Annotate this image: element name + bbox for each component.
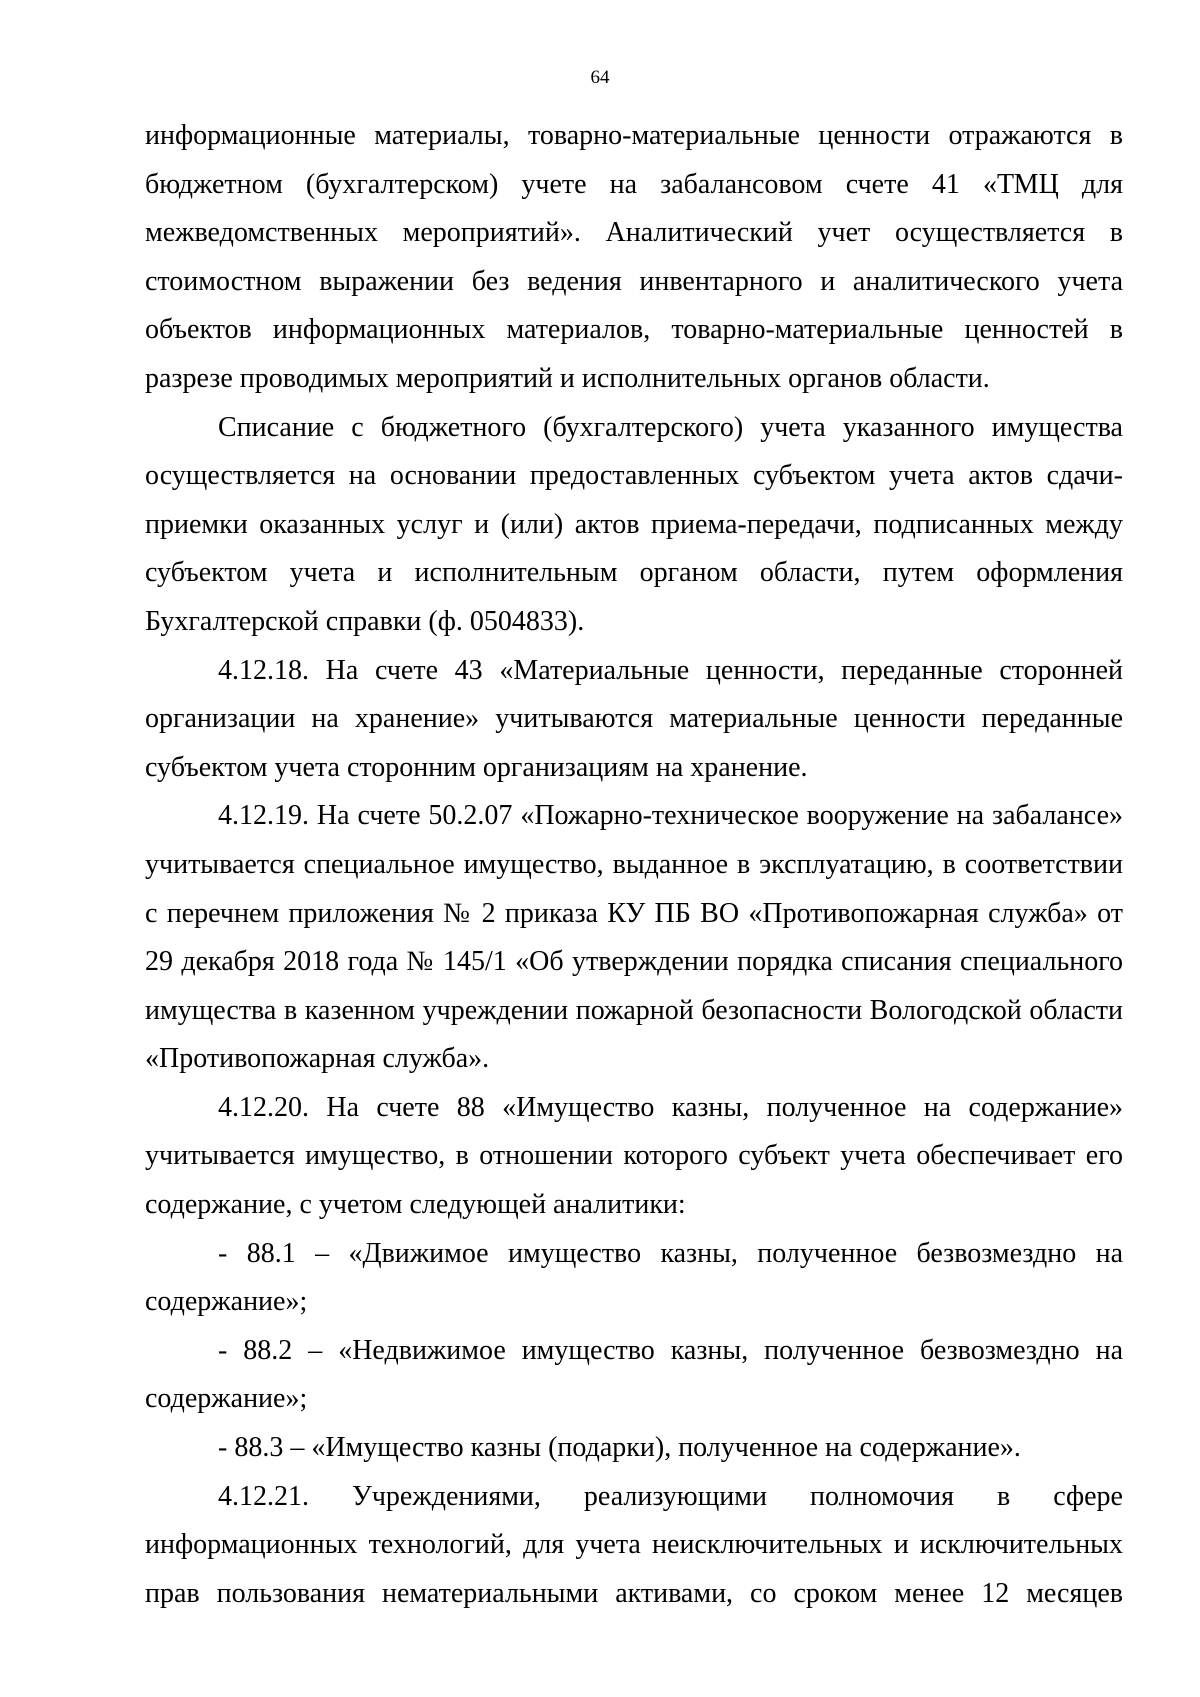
paragraph-4-12-21: 4.12.21. Учреждениями, реализующими полномочия в сфере информационных технологий, для учета неисключительных и исключительных прав пользования нематериальными активами, со сроком менее 12 месяцев	[145, 1480, 1123, 1609]
paragraph-continuation: информационные материалы, товарно-материальные ценности отражаются в бюджетном (бухгалтерском) учете на забалансовом счете 41 «ТМЦ для межведомственных мероприятий». Аналитический учет осуществляется в стоимостном выражении без ведения инвентарного и аналитического учета объектов информационных материалов, товарно-материальные ценностей в разрезе проводимых мероприятий и исполнительных органов области.	[145, 120, 1123, 394]
document-body	[145, 112, 1123, 1618]
paragraph-4-12-19: 4.12.19. На счете 50.2.07 «Пожарно-техническое вооружение на забалансе» учитывается специальное имущество, выданное в эксплуатацию, в соответствии с перечнем приложения № 2 приказа КУ ПБ ВО «Противопожарная служба» от 29 декабря 2018 года № 145/1 «Об утверждении порядка списания специального имущества в казенном учреждении пожарной безопасности Вологодской области «Противопожарная служба».	[145, 800, 1123, 1075]
page-number: 64	[590, 67, 610, 88]
list-item-88-3: - 88.3 – «Имущество казны (подарки), полученное на содержание».	[218, 1432, 1021, 1464]
paragraph-4-12-20: 4.12.20. На счете 88 «Имущество казны, полученное на содержание» учитывается имущество, в отношении которого субъект учета обеспечивает его содержание, с учетом следующей аналитики:	[145, 1091, 1123, 1221]
paragraph-4-12-18: 4.12.18. На счете 43 «Материальные ценности, переданные сторонней организации на хранение» учитываются материальные ценности переданные субъектом учета сторонним организациям на хранение.	[145, 654, 1123, 783]
list-item-88-1: - 88.1 – «Движимое имущество казны, полученное безвозмездно на содержание»;	[145, 1237, 1123, 1318]
list-item-88-2: - 88.2 – «Недвижимое имущество казны, полученное безвозмездно на содержание»;	[145, 1334, 1123, 1415]
paragraph-write-off: Списание с бюджетного (бухгалтерского) учета указанного имущества осуществляется на основании предоставленных субъектом учета актов сдачи-приемки оказанных услуг и (или) актов приема-передачи, подписанных между субъектом учета и исполнительным органом области, путем оформления Бухгалтерской справки (ф. 0504833).	[145, 411, 1123, 637]
